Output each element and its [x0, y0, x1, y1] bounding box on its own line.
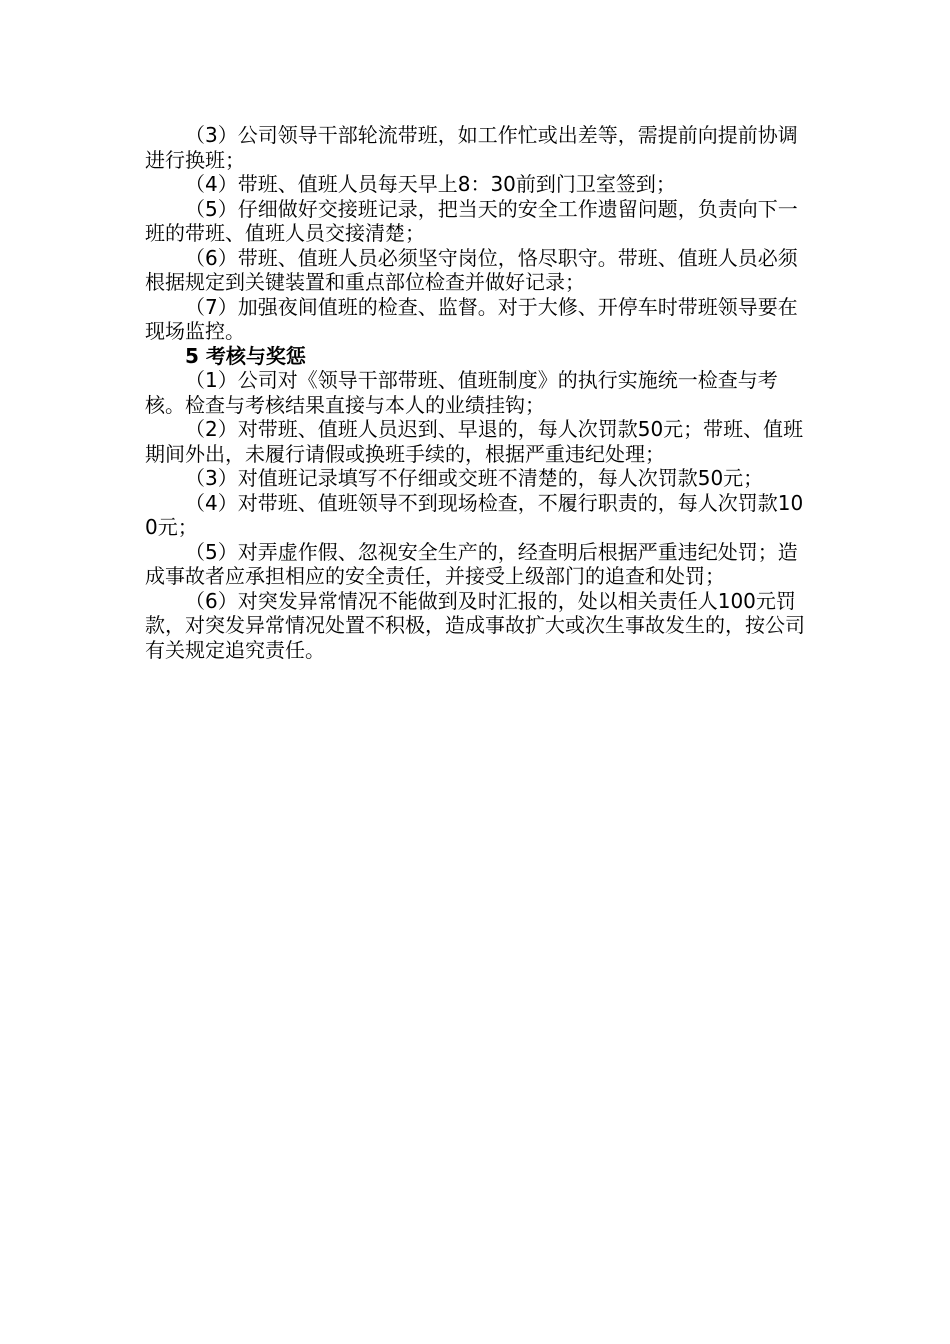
assessment-rule-2: （2）对带班、值班人员迟到、早退的，每人次罚款50元；带班、值班期间外出，未履行请假或换班手续的，根据严重违纪处理； — [145, 417, 804, 466]
assessment-rule-3: （3）对值班记录填写不仔细或交班不清楚的，每人次罚款50元； — [185, 466, 764, 490]
duty-rule-4: （4）带班、值班人员每天早上8：30前到门卫室签到； — [185, 172, 676, 196]
assessment-rule-4: （4）对带班、值班领导不到现场检查，不履行职责的，每人次罚款100元； — [145, 490, 804, 539]
duty-rule-3: （3）公司领导干部轮流带班，如工作忙或出差等，需提前向提前协调进行换班； — [145, 123, 798, 172]
duty-rule-6: （6）带班、值班人员必须坚守岗位，恪尽职守。带班、值班人员必须根据规定到关键装置和重点部位检查并做好记录； — [145, 245, 798, 294]
assessment-rule-1: （1）公司对《领导干部带班、值班制度》的执行实施统一检查与考核。检查与考核结果直接与本人的业绩挂钩； — [145, 368, 778, 417]
section-heading-assessment: 5 考核与奖惩 — [185, 343, 306, 368]
duty-rule-7: （7）加强夜间值班的检查、监督。对于大修、开停车时带班领导要在现场监控。 — [145, 294, 798, 343]
duty-rule-5: （5）仔细做好交接班记录，把当天的安全工作遗留问题，负责向下一班的带班、值班人员交接清楚； — [145, 196, 798, 245]
assessment-rule-5: （5）对弄虚作假、忽视安全生产的，经查明后根据严重违纪处罚；造成事故者应承担相应的安全责任，并接受上级部门的追查和处罚； — [145, 539, 798, 588]
assessment-rule-6: （6）对突发异常情况不能做到及时汇报的，处以相关责任人100元罚款，对突发异常情况处置不积极，造成事故扩大或次生事故发生的，按公司有关规定追究责任。 — [145, 588, 805, 662]
document-body — [145, 123, 815, 662]
